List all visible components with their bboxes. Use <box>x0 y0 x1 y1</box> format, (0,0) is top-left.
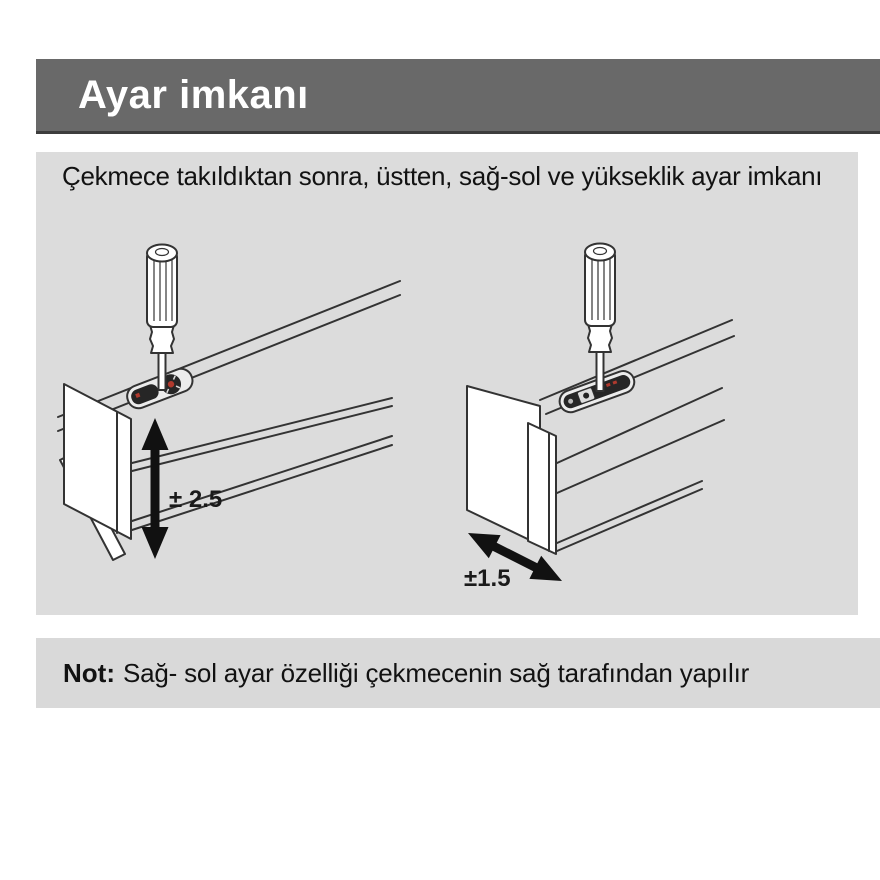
adjustment-value-label: ±1.5 <box>464 565 511 592</box>
page-title: Ayar imkanı <box>78 72 309 117</box>
content-panel <box>36 152 858 615</box>
drawer-front-panel <box>528 423 556 554</box>
note-prefix: Not: <box>63 657 115 688</box>
intro-text: Çekmece takıldıktan sonra, üstten, sağ-sol ve yükseklik ayar imkanı <box>62 161 823 191</box>
screwdriver-icon <box>147 245 177 391</box>
note-text: Sağ- sol ayar özelliği çekmecenin sağ tarafından yapılır <box>122 657 750 688</box>
screwdriver-icon <box>585 244 615 392</box>
side-adjustment-figure <box>450 238 750 615</box>
adjustment-value-label: ± 2.5 <box>169 486 223 513</box>
drawer-front-panel <box>64 384 131 539</box>
header-bar <box>36 59 880 134</box>
drawer-illustration <box>58 281 400 560</box>
double-arrow-vertical-icon <box>142 418 169 559</box>
note-bar <box>36 638 880 708</box>
height-adjustment-figure <box>56 237 406 577</box>
